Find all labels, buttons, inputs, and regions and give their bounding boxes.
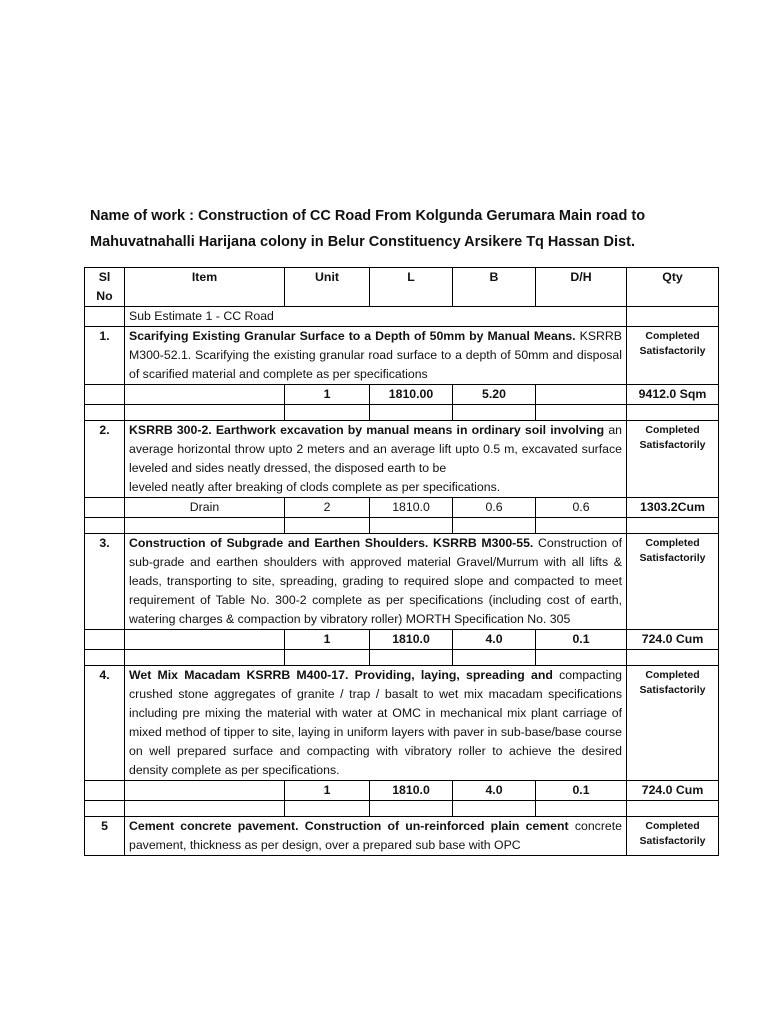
item-number: 3. xyxy=(85,534,125,630)
item-description xyxy=(125,327,627,385)
item-text: Construction of sub-grade and earthen shoulders with approved material Gravel/Murrum with all lifts & leads, transporting to site, spreading, grading to required slope and compacted to meet requirement of Table No. 300-2 complete as per specifications (including cost of earth, watering charges & compaction by vibratory roller) MORTH Specification No. 305 xyxy=(129,536,622,626)
measure-b: 5.20 xyxy=(453,385,536,405)
measure-qty: 724.0 Cum xyxy=(627,630,719,650)
measure-unit: 2 xyxy=(285,498,370,518)
measure-label xyxy=(125,630,285,650)
item-number: 5 xyxy=(85,817,125,856)
work-title xyxy=(90,203,730,255)
measurement-row xyxy=(85,781,719,801)
spacer-row xyxy=(85,801,719,817)
col-header-qty: Qty xyxy=(627,268,719,307)
measurement-row xyxy=(85,498,719,518)
item-number: 2. xyxy=(85,421,125,498)
measurement-row xyxy=(85,385,719,405)
item-row xyxy=(85,534,719,630)
col-header-l: L xyxy=(370,268,453,307)
item-title: Scarifying Existing Granular Surface to a Depth of 50mm by Manual Means. xyxy=(129,329,576,343)
measure-l: 1810.0 xyxy=(370,630,453,650)
measure-qty: 1303.2Cum xyxy=(627,498,719,518)
measure-l: 1810.00 xyxy=(370,385,453,405)
col-header-b: B xyxy=(453,268,536,307)
item-row xyxy=(85,817,719,856)
item-title: KSRRB 300-2. Earthwork excavation by manual means in ordinary soil involving xyxy=(129,423,605,437)
item-row xyxy=(85,666,719,781)
spacer-row xyxy=(85,650,719,666)
item-number: 4. xyxy=(85,666,125,781)
col-header-item: Item xyxy=(125,268,285,307)
item-number: 1. xyxy=(85,327,125,385)
measure-b: 4.0 xyxy=(453,630,536,650)
item-text-continued: leveled neatly after breaking of clods complete as per specifications. xyxy=(129,480,501,494)
col-header-unit: Unit xyxy=(285,268,370,307)
work-title-line-1: Name of work : Construction of CC Road From Kolgunda Gerumara Main road to xyxy=(90,208,646,224)
item-title: Wet Mix Macadam KSRRB M400-17. Providing, laying, spreading and xyxy=(129,668,553,682)
item-description xyxy=(125,534,627,630)
measure-dh xyxy=(536,385,627,405)
item-row xyxy=(85,421,719,498)
item-title: Construction of Subgrade and Earthen Shoulders. KSRRB M300-55. xyxy=(129,536,534,550)
table-header-row xyxy=(85,268,719,307)
estimate-table xyxy=(84,267,719,856)
measure-dh: 0.6 xyxy=(536,498,627,518)
measure-l: 1810.0 xyxy=(370,498,453,518)
item-text: KSRRB M300-52.1. Scarifying the existing granular road surface to a depth of 50mm and disposal of scarified material and complete as per specifications xyxy=(129,329,622,381)
item-description xyxy=(125,666,627,781)
item-description xyxy=(125,421,627,498)
measure-l: 1810.0 xyxy=(370,781,453,801)
item-text: concrete pavement, thickness as per design, over a prepared sub base with OPC xyxy=(129,819,623,852)
status-badge: Completed Satisfactorily xyxy=(627,534,719,630)
item-text: compacting crushed stone aggregates of granite / trap / basalt to wet mix macadam specifications including pre mixing the material with water at OMC in mechanical mix plant carriage of mixed method of tipper to site, laying in uniform layers with paver in sub-base/base course on well prepared surface and compacting with vibratory roller to achieve the desired density complete as per specifications. xyxy=(129,668,622,777)
col-header-sl-no: Sl No xyxy=(85,268,125,307)
work-title-line-2: Mahuvatnahalli Harijana colony in Belur Constituency Arsikere Tq Hassan Dist. xyxy=(90,234,635,250)
status-badge: Completed Satisfactorily xyxy=(627,421,719,498)
measure-b: 4.0 xyxy=(453,781,536,801)
spacer-row xyxy=(85,405,719,421)
item-text: an average horizontal throw upto 2 meters and an average lift upto 0.5 m, excavated surface leveled and sides neatly dressed, the disposed earth to be xyxy=(129,423,622,475)
measure-b: 0.6 xyxy=(453,498,536,518)
measure-label: Drain xyxy=(125,498,285,518)
item-description xyxy=(125,817,627,856)
measure-qty: 9412.0 Sqm xyxy=(627,385,719,405)
item-title: Cement concrete pavement. Construction of un-reinforced plain cement xyxy=(129,819,569,833)
measurement-row xyxy=(85,630,719,650)
measure-label xyxy=(125,781,285,801)
status-badge: Completed Satisfactorily xyxy=(627,666,719,781)
measure-qty: 724.0 Cum xyxy=(627,781,719,801)
measure-label xyxy=(125,385,285,405)
status-badge: Completed Satisfactorily xyxy=(627,817,719,856)
measure-unit: 1 xyxy=(285,630,370,650)
measure-dh: 0.1 xyxy=(536,781,627,801)
measure-unit: 1 xyxy=(285,385,370,405)
spacer-row xyxy=(85,518,719,534)
col-header-dh: D/H xyxy=(536,268,627,307)
status-badge: Completed Satisfactorily xyxy=(627,327,719,385)
measure-unit: 1 xyxy=(285,781,370,801)
sub-estimate-label: Sub Estimate 1 - CC Road xyxy=(125,307,627,327)
sub-estimate-row xyxy=(85,307,719,327)
item-row xyxy=(85,327,719,385)
measure-dh: 0.1 xyxy=(536,630,627,650)
